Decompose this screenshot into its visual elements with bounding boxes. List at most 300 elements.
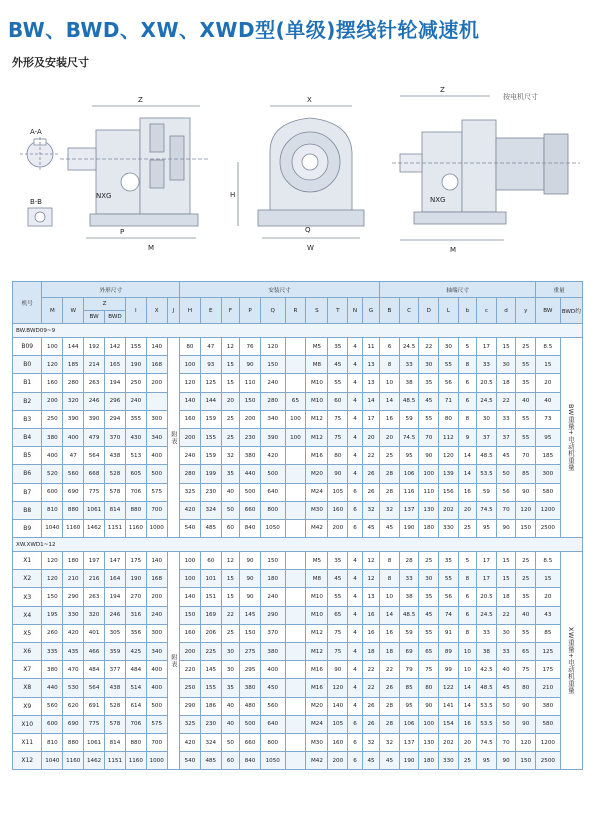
table-cell: 296: [105, 392, 126, 410]
table-cell: 17: [477, 552, 497, 570]
table-row: [13, 338, 583, 356]
col-header-y: y: [516, 298, 536, 324]
table-cell: 26: [362, 483, 379, 501]
table-cell: 137: [399, 501, 419, 519]
table-cell: 14: [458, 697, 476, 715]
table-cell: 75: [328, 428, 348, 446]
table-cell: [285, 519, 306, 537]
table-cell: 65: [328, 606, 348, 624]
table-cell: 80: [419, 679, 439, 697]
table-cell: 560: [260, 697, 285, 715]
table-cell: 120: [42, 552, 63, 570]
table-cell: 195: [42, 606, 63, 624]
table-row: [13, 733, 583, 751]
table-cell: 400: [146, 679, 167, 697]
table-cell: 74.5: [477, 733, 497, 751]
table-cell: 479: [84, 428, 105, 446]
table-cell: 100: [285, 410, 306, 428]
table-cell: 141: [439, 697, 459, 715]
table-cell: 280: [180, 465, 201, 483]
table-cell: 16: [458, 715, 476, 733]
table-cell: 9: [458, 428, 476, 446]
table-cell: M16: [306, 679, 328, 697]
table-cell: [285, 588, 306, 606]
table-cell: 400: [146, 661, 167, 679]
table-cell: 180: [419, 752, 439, 770]
table-cell: 430: [125, 428, 146, 446]
table-cell: [285, 679, 306, 697]
table-cell: 106: [399, 715, 419, 733]
table-cell: 147: [105, 552, 126, 570]
table-cell: 6: [348, 752, 363, 770]
table-cell: 106: [399, 465, 419, 483]
table-cell: 1160: [125, 752, 146, 770]
table-cell: 324: [200, 501, 221, 519]
table-cell: 185: [536, 447, 561, 465]
table-cell: 330: [439, 752, 459, 770]
table-cell: 335: [42, 643, 63, 661]
table-cell: 6: [348, 715, 363, 733]
table-cell: M42: [306, 752, 328, 770]
motor-size-note: 按电机尺寸: [503, 93, 538, 101]
table-cell: 575: [146, 715, 167, 733]
table-row: [13, 356, 583, 374]
table-cell: 578: [105, 483, 126, 501]
table-cell: 880: [63, 501, 84, 519]
table-cell: 4: [348, 606, 363, 624]
table-cell: 4: [348, 447, 363, 465]
table-cell: [285, 356, 306, 374]
table-cell: 470: [63, 661, 84, 679]
table-cell: 325: [180, 715, 201, 733]
table-cell: 240: [180, 447, 201, 465]
table-cell: 290: [63, 588, 84, 606]
table-cell: 65: [419, 643, 439, 661]
table-cell: 614: [125, 697, 146, 715]
table-cell: [285, 643, 306, 661]
table-cell: 26: [362, 697, 379, 715]
table-cell: 74.5: [477, 501, 497, 519]
col-header-Q: Q: [260, 298, 285, 324]
table-cell: 130: [419, 501, 439, 519]
model-cell: B2: [13, 392, 42, 410]
table-cell: 6: [348, 501, 363, 519]
col-header-I: I: [125, 298, 146, 324]
table-cell: 28: [380, 715, 400, 733]
table-cell: 200: [328, 519, 348, 537]
table-cell: 105: [328, 483, 348, 501]
table-cell: 150: [260, 356, 285, 374]
col-header-C: C: [399, 298, 419, 324]
table-cell: 2500: [536, 519, 561, 537]
table-cell: 93: [200, 356, 221, 374]
table-cell: 53.5: [477, 697, 497, 715]
table-cell: 156: [439, 483, 459, 501]
table-cell: 47: [200, 338, 221, 356]
table-cell: 4: [348, 392, 363, 410]
table-cell: 75: [328, 410, 348, 428]
table-cell: 200: [180, 428, 201, 446]
col-header-L: L: [439, 298, 459, 324]
table-cell: 1040: [42, 519, 63, 537]
table-cell: 22: [362, 661, 379, 679]
table-cell: 8: [458, 410, 476, 428]
table-cell: 25: [221, 410, 239, 428]
table-cell: 800: [260, 501, 285, 519]
table-cell: [285, 624, 306, 642]
table-cell: 130: [419, 733, 439, 751]
table-cell: 800: [260, 733, 285, 751]
table-cell: 42.5: [477, 661, 497, 679]
table-cell: 10: [380, 374, 400, 392]
model-cell: X8: [13, 679, 42, 697]
table-cell: 20: [458, 501, 476, 519]
table-cell: 24.5: [477, 606, 497, 624]
table-cell: M5: [306, 552, 328, 570]
table-cell: M12: [306, 428, 328, 446]
table-cell: M10: [306, 374, 328, 392]
table-cell: 55: [439, 356, 459, 374]
table-cell: 200: [328, 752, 348, 770]
table-cell: 30: [439, 338, 459, 356]
table-cell: [285, 552, 306, 570]
table-cell: 59: [399, 410, 419, 428]
table-cell: 75: [328, 643, 348, 661]
model-cell: X2: [13, 570, 42, 588]
table-cell: 380: [260, 643, 285, 661]
table-cell: 528: [105, 465, 126, 483]
table-cell: 120: [516, 733, 536, 751]
table-row: [13, 552, 583, 570]
table-cell: 95: [399, 697, 419, 715]
group-header-install: 安装尺寸: [180, 282, 380, 298]
table-row: [13, 428, 583, 446]
table-cell: 150: [42, 588, 63, 606]
table-cell: 40: [221, 715, 239, 733]
table-cell: 180: [63, 552, 84, 570]
table-cell: 240: [125, 392, 146, 410]
table-row: [13, 483, 583, 501]
table-cell: 139: [439, 465, 459, 483]
table-cell: 668: [84, 465, 105, 483]
table-cell: 20: [221, 392, 239, 410]
table-cell: 16: [380, 410, 400, 428]
table-cell: 45: [419, 392, 439, 410]
svg-text:Z: Z: [440, 86, 445, 94]
table-cell: 210: [63, 570, 84, 588]
table-cell: 175: [536, 661, 561, 679]
table-cell: 35: [419, 588, 439, 606]
table-cell: 840: [240, 519, 261, 537]
table-cell: 880: [125, 501, 146, 519]
table-cell: 33: [496, 643, 516, 661]
table-cell: 640: [260, 715, 285, 733]
table-cell: 25: [516, 338, 536, 356]
section-row: [13, 324, 583, 338]
table-cell: 38: [477, 643, 497, 661]
table-cell: 10: [458, 643, 476, 661]
table-cell: 880: [63, 733, 84, 751]
table-cell: 206: [200, 624, 221, 642]
table-cell: 263: [84, 374, 105, 392]
model-cell: X1: [13, 552, 42, 570]
table-cell: 90: [496, 519, 516, 537]
table-cell: 53.5: [477, 715, 497, 733]
col-header-F: F: [221, 298, 239, 324]
table-cell: 43: [536, 606, 561, 624]
table-cell: 70: [419, 428, 439, 446]
table-cell: 438: [105, 679, 126, 697]
table-cell: 4: [348, 697, 363, 715]
table-cell: 260: [42, 624, 63, 642]
table-cell: 4: [348, 588, 363, 606]
table-cell: 435: [63, 643, 84, 661]
model-cell: B8: [13, 501, 42, 519]
table-cell: 30: [419, 356, 439, 374]
table-cell: 30: [221, 643, 239, 661]
table-cell: 65: [516, 643, 536, 661]
table-cell: 6: [458, 392, 476, 410]
table-cell: 514: [125, 679, 146, 697]
table-cell: 484: [125, 661, 146, 679]
model-cell: X12: [13, 752, 42, 770]
table-cell: 691: [84, 697, 105, 715]
table-cell: 160: [42, 374, 63, 392]
table-cell: 74.5: [399, 428, 419, 446]
table-cell: 194: [105, 588, 126, 606]
table-cell: 110: [419, 483, 439, 501]
table-cell: 18: [380, 643, 400, 661]
table-cell: 530: [63, 679, 84, 697]
table-cell: 13: [362, 374, 379, 392]
nxg-label-1: NXG: [96, 192, 112, 200]
table-cell: 150: [240, 392, 261, 410]
table-cell: 500: [240, 715, 261, 733]
col-header-weight-bwd: BWD约: [560, 298, 582, 324]
table-cell: 90: [496, 752, 516, 770]
table-cell: 53.5: [477, 465, 497, 483]
table-cell: 16: [458, 483, 476, 501]
table-cell: 216: [84, 570, 105, 588]
col-header-Z: Z: [84, 298, 126, 311]
table-cell: 575: [146, 483, 167, 501]
table-cell: 706: [125, 483, 146, 501]
section-bb-label: B-B: [30, 198, 42, 206]
table-cell: 4: [348, 410, 363, 428]
table-cell: 466: [84, 643, 105, 661]
table-cell: 10: [380, 588, 400, 606]
table-cell: [285, 447, 306, 465]
table-cell: 40: [221, 697, 239, 715]
table-cell: 1061: [84, 733, 105, 751]
front-view-drawing: [230, 96, 364, 252]
table-cell: 32: [380, 501, 400, 519]
table-cell: 100: [180, 552, 201, 570]
table-cell: 240: [260, 374, 285, 392]
table-cell: 30: [496, 624, 516, 642]
table-cell: 202: [439, 501, 459, 519]
table-cell: 120: [42, 570, 63, 588]
table-cell: 12: [221, 338, 239, 356]
table-cell: 194: [105, 374, 126, 392]
table-cell: 90: [419, 447, 439, 465]
table-cell: 230: [240, 428, 261, 446]
svg-text:X: X: [307, 96, 312, 104]
table-cell: 45: [496, 447, 516, 465]
table-cell: 250: [42, 410, 63, 428]
table-cell: 45: [362, 519, 379, 537]
col-header-d: d: [496, 298, 516, 324]
table-cell: 30: [477, 410, 497, 428]
table-cell: 20: [380, 428, 400, 446]
table-cell: 26: [362, 715, 379, 733]
table-cell: 150: [516, 519, 536, 537]
table-cell: 605: [125, 465, 146, 483]
table-cell: 275: [240, 643, 261, 661]
table-cell: 50: [496, 715, 516, 733]
table-row: [13, 447, 583, 465]
table-cell: 340: [146, 428, 167, 446]
table-cell: 377: [105, 661, 126, 679]
table-cell: 15: [221, 374, 239, 392]
table-cell: 28: [380, 697, 400, 715]
table-cell: 340: [260, 410, 285, 428]
table-cell: M42: [306, 519, 328, 537]
table-cell: 32: [380, 733, 400, 751]
table-cell: 1151: [105, 752, 126, 770]
table-cell: [285, 483, 306, 501]
table-cell: 225: [200, 643, 221, 661]
table-cell: 155: [125, 338, 146, 356]
table-cell: 706: [125, 715, 146, 733]
table-cell: 33: [496, 410, 516, 428]
table-cell: 6: [380, 338, 400, 356]
table-cell: M10: [306, 588, 328, 606]
table-cell: 70: [496, 501, 516, 519]
table-cell: 25: [419, 552, 439, 570]
table-cell: [285, 465, 306, 483]
table-cell: 160: [180, 624, 201, 642]
table-cell: 1151: [105, 519, 126, 537]
page-title: BW、BWD、XW、XWD型(单级)摆线针轮减速机: [8, 18, 480, 42]
table-cell: 320: [84, 606, 105, 624]
table-cell: 246: [84, 392, 105, 410]
table-cell: 20: [536, 374, 561, 392]
table-cell: 15: [496, 552, 516, 570]
table-cell: 8.5: [536, 552, 561, 570]
table-cell: 305: [105, 624, 126, 642]
table-cell: 65: [285, 392, 306, 410]
table-cell: 199: [200, 465, 221, 483]
table-cell: 15: [536, 570, 561, 588]
col-header-P: P: [240, 298, 261, 324]
table-row: [13, 606, 583, 624]
table-cell: 35: [439, 552, 459, 570]
table-cell: [285, 697, 306, 715]
table-cell: 120: [42, 356, 63, 374]
table-cell: 4: [348, 643, 363, 661]
table-cell: 240: [260, 588, 285, 606]
table-cell: 90: [240, 552, 261, 570]
table-cell: 1160: [63, 752, 84, 770]
table-body: [13, 324, 583, 770]
table-cell: 37: [477, 428, 497, 446]
table-cell: 45: [419, 606, 439, 624]
table-cell: 250: [180, 679, 201, 697]
table-cell: 4: [348, 679, 363, 697]
table-cell: 8: [380, 356, 400, 374]
table-cell: 840: [240, 752, 261, 770]
table-cell: 71: [439, 392, 459, 410]
table-cell: 810: [42, 501, 63, 519]
table-cell: 1000: [146, 752, 167, 770]
table-cell: 420: [180, 501, 201, 519]
table-cell: 5: [458, 338, 476, 356]
table-cell: 100: [419, 715, 439, 733]
table-cell: 180: [419, 519, 439, 537]
col-header-N: N: [348, 298, 363, 324]
table-cell: 40: [496, 661, 516, 679]
table-cell: 80: [516, 679, 536, 697]
table-cell: 175: [125, 552, 146, 570]
table-cell: 22: [221, 606, 239, 624]
svg-text:M: M: [450, 246, 457, 254]
table-cell: 165: [105, 356, 126, 374]
table-cell: 180: [260, 570, 285, 588]
table-cell: 17: [362, 410, 379, 428]
table-cell: 25: [221, 428, 239, 446]
group-header-outline: 外形尺寸: [42, 282, 180, 298]
table-cell: [146, 392, 167, 410]
model-cell: B5: [13, 447, 42, 465]
table-cell: 55: [516, 428, 536, 446]
table-cell: 16: [362, 624, 379, 642]
table-cell: 513: [125, 447, 146, 465]
table-cell: 192: [84, 338, 105, 356]
svg-text:W: W: [307, 244, 314, 252]
table-cell: 450: [260, 679, 285, 697]
table-cell: 775: [84, 483, 105, 501]
table-cell: [285, 338, 306, 356]
table-cell: 28: [399, 552, 419, 570]
dimension-drawings: [0, 82, 600, 257]
table-cell: 8: [458, 624, 476, 642]
table-cell: M20: [306, 697, 328, 715]
table-cell: 55: [439, 570, 459, 588]
table-cell: 13: [362, 356, 379, 374]
table-cell: 55: [419, 410, 439, 428]
table-cell: 500: [146, 697, 167, 715]
table-cell: 6: [458, 588, 476, 606]
table-cell: M12: [306, 624, 328, 642]
table-cell: M24: [306, 715, 328, 733]
table-cell: 59: [399, 624, 419, 642]
table-cell: 18: [496, 374, 516, 392]
table-cell: M10: [306, 606, 328, 624]
motor-assembly-drawing: [392, 86, 580, 254]
table-cell: 13: [362, 588, 379, 606]
table-cell: 300: [146, 624, 167, 642]
table-cell: 80: [328, 447, 348, 465]
section-row: [13, 538, 583, 552]
table-cell: 90: [240, 570, 261, 588]
table-cell: 660: [240, 501, 261, 519]
table-cell: 70: [496, 733, 516, 751]
table-cell: M10: [306, 392, 328, 410]
table-cell: 400: [42, 447, 63, 465]
table-cell: 12: [221, 552, 239, 570]
page-subtitle: 外形及安装尺寸: [12, 56, 89, 69]
